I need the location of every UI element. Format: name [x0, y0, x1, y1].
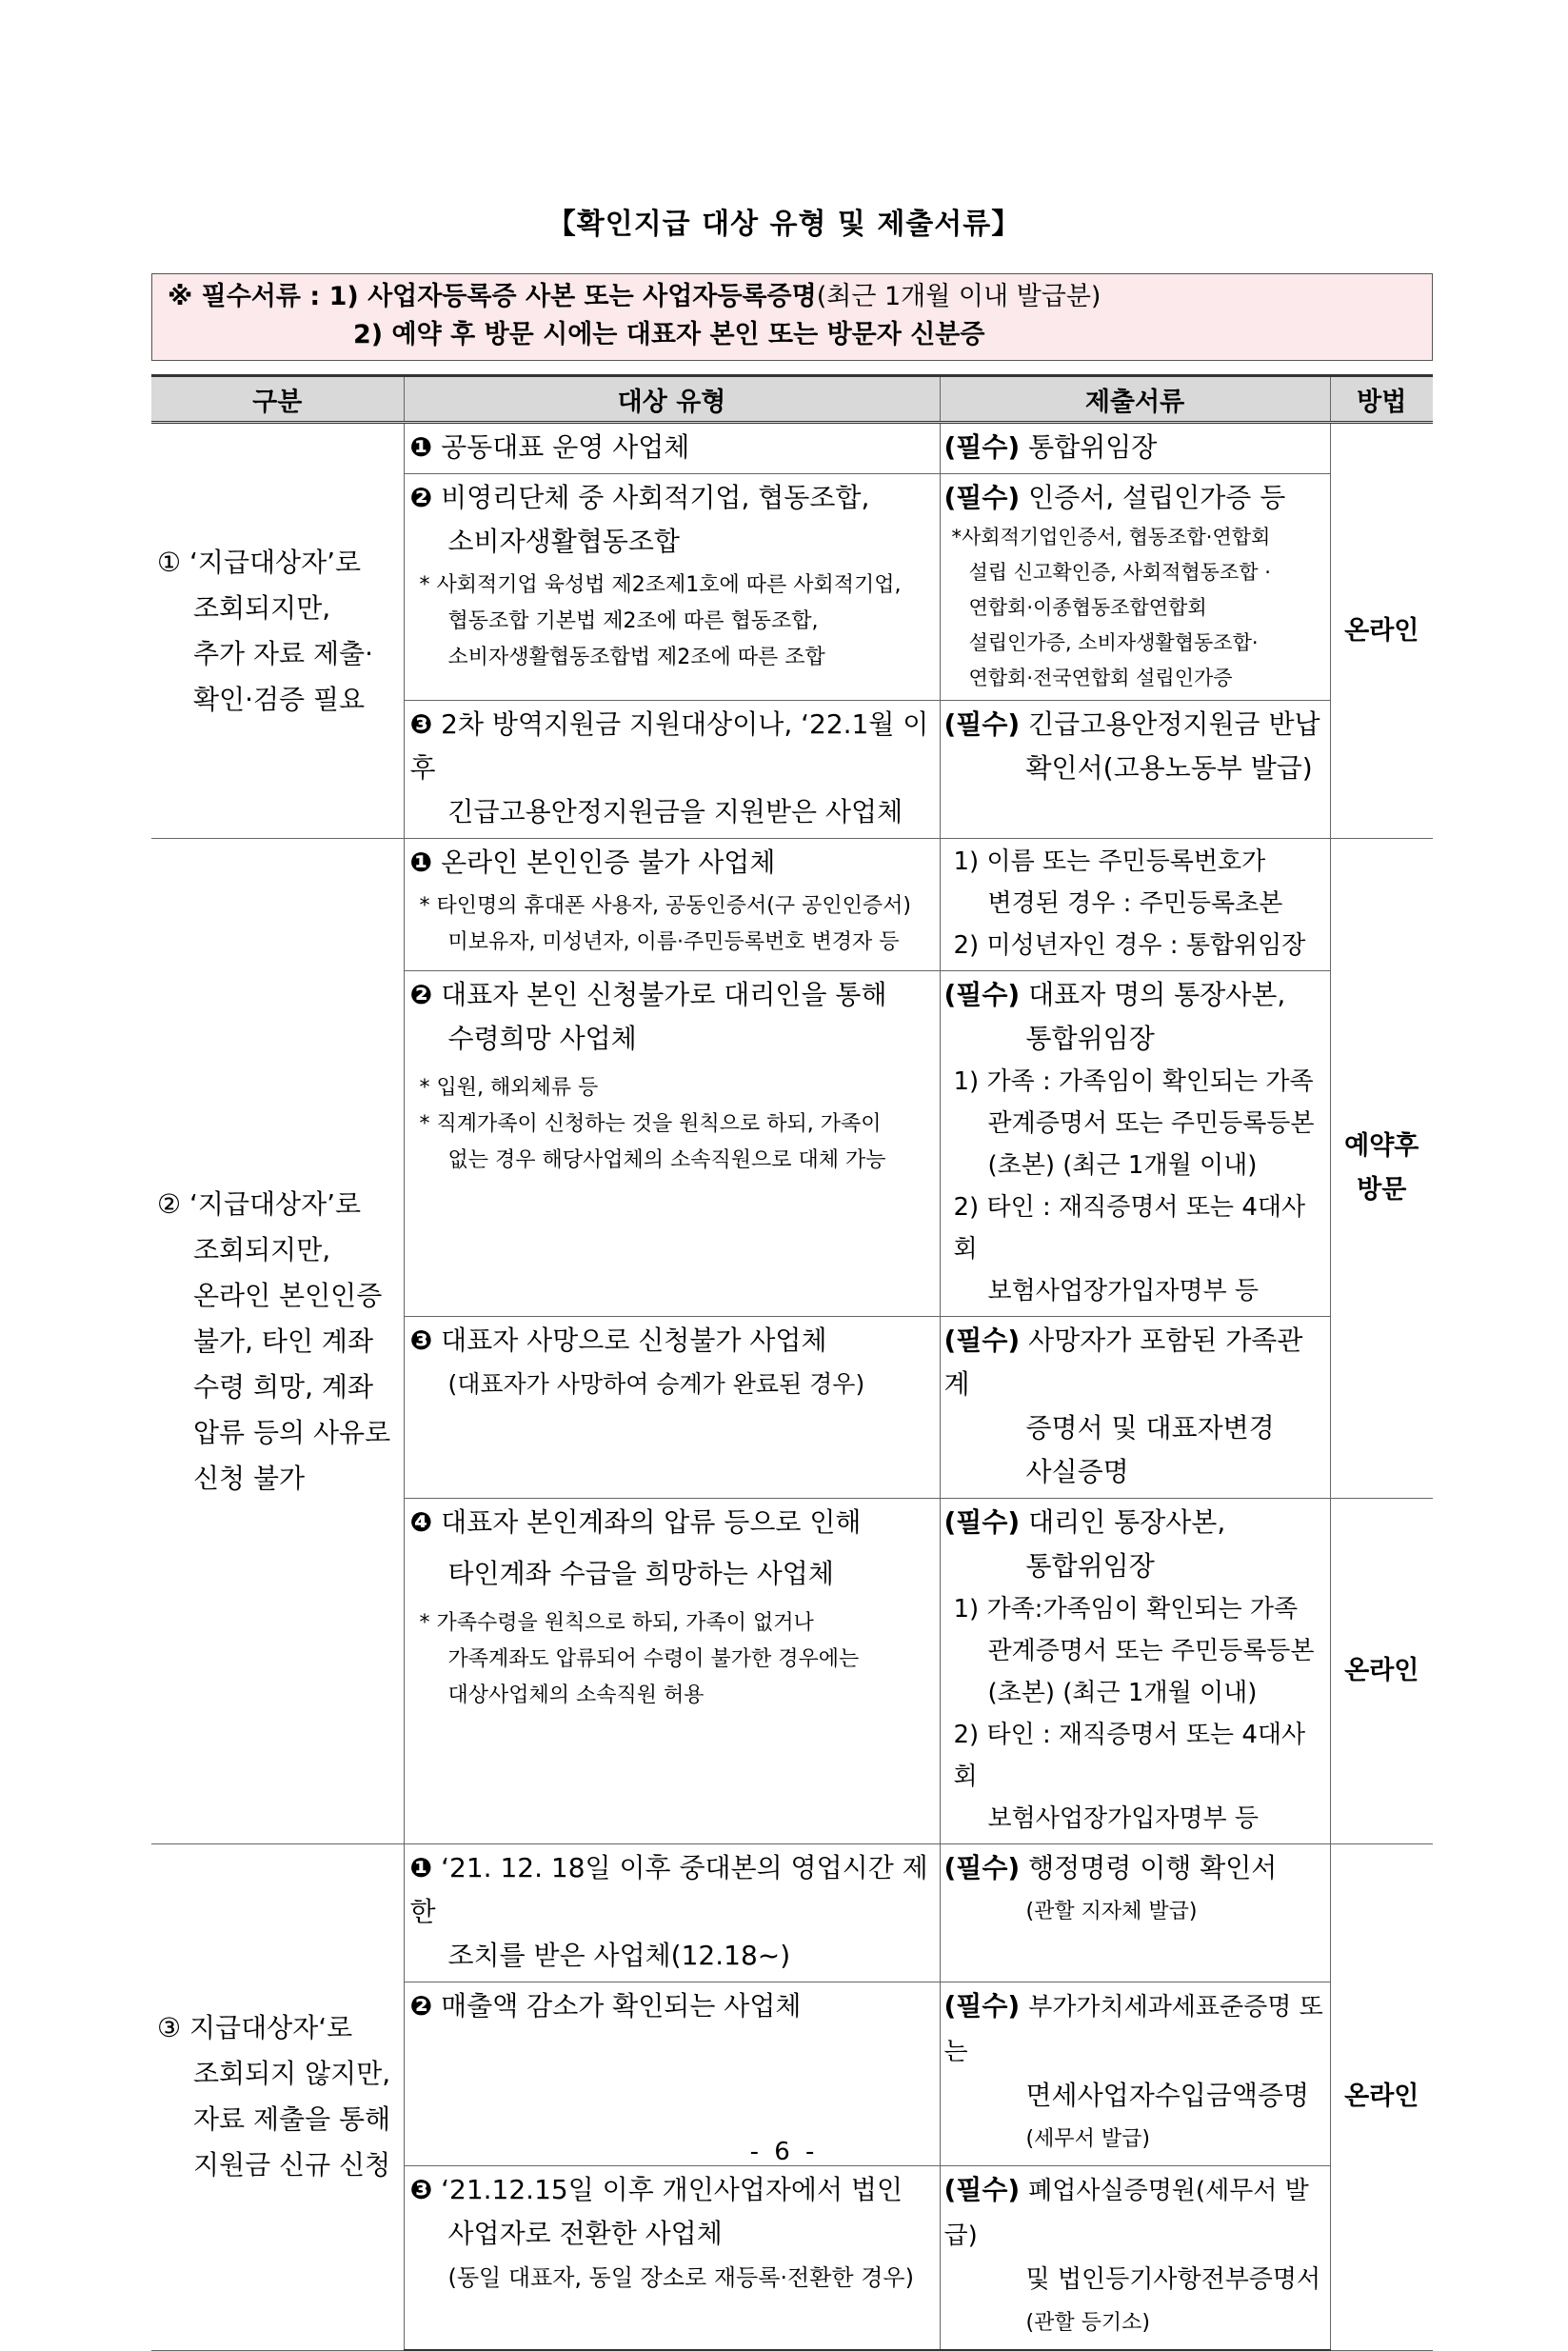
doc-list-item: 2) 타인 : 재직증명서 또는 4대사회 [953, 1193, 1306, 1264]
type-text: 대표자 본인계좌의 압류 등으로 인해 [441, 1506, 862, 1538]
required-tag: (필수) [943, 1990, 1021, 2022]
doc-text: 폐업사실증명원(세무서 발급) [943, 2177, 1309, 2250]
type-cell [404, 1844, 940, 1982]
note-text: 대상사업체의 소속직원 허용 [447, 1684, 705, 1707]
doc-list-item: 관계증명서 또는 주민등록등본 [987, 1109, 1315, 1138]
doc-list-item: 관계증명서 또는 주민등록등본 [987, 1637, 1315, 1665]
doc-text: 통합위임장 [1025, 1023, 1155, 1054]
category-line: 자료 제출을 통해 [193, 2103, 391, 2136]
doc-text: 확인서(고용노동부 발급) [1025, 752, 1313, 784]
required-tag: (필수) [943, 482, 1021, 513]
doc-list-item: (초본) (최근 1개월 이내) [987, 1679, 1258, 1707]
item-number: ❷ [409, 1990, 433, 2022]
documents-cell [940, 423, 1330, 474]
type-text: ‘21. 12. 18일 이후 중대본의 영업시간 제한 [409, 1852, 928, 1927]
item-number: ❷ [409, 482, 433, 513]
notice-line2-prefix: 2) 예약 후 방문 시에는 [353, 320, 626, 349]
eligibility-table [151, 374, 1433, 2351]
doc-note: *사회적기업인증서, 협동조합·연합회 [951, 526, 1271, 548]
documents-cell [940, 2166, 1330, 2351]
doc-text: 면세사업자수입금액증명 [1025, 2080, 1310, 2111]
doc-text: 긴급고용안정지원금 반납 [1028, 708, 1320, 740]
table-row [151, 839, 1433, 971]
note-text: 소비자생활협동조합법 제2조에 따른 조합 [447, 646, 825, 669]
note-text: * 직계가족이 신청하는 것을 원칙으로 하되, 가족이 [419, 1112, 882, 1136]
item-number: ❶ [409, 847, 433, 878]
type-cell [404, 1317, 940, 1499]
note-text: 가족계좌도 압류되어 수령이 불가한 경우에는 [447, 1647, 860, 1671]
note-text: 미보유자, 미성년자, 이름·주민등록번호 변경자 등 [447, 930, 900, 954]
category-line: ③ 지급대상자‘로 [157, 2012, 353, 2044]
method-cell: 온라인 [1330, 423, 1433, 839]
required-tag: (필수) [943, 2174, 1021, 2205]
header-method: 방법 [1330, 376, 1433, 423]
type-text: 온라인 본인인증 불가 사업체 [441, 847, 776, 878]
doc-list-item: 보험사업장가입자명부 등 [987, 1277, 1260, 1305]
type-text: ‘21.12.15일 이후 개인사업자에서 법인 [441, 2174, 903, 2205]
doc-list-item: 보험사업장가입자명부 등 [987, 1804, 1260, 1833]
header-category: 구분 [151, 376, 404, 423]
category-line: 추가 자료 제출· [193, 637, 373, 669]
note-text: 협동조합 기본법 제2조에 따른 협동조합, [447, 609, 819, 633]
item-number: ❸ [409, 1325, 433, 1356]
item-number: ❹ [409, 1506, 433, 1538]
documents-cell [940, 474, 1330, 701]
type-text: 대표자 본인 신청불가로 대리인을 통해 [441, 979, 887, 1010]
category-line: 조회되지 않지만, [193, 2058, 391, 2090]
note-text: * 가족수령을 원칙으로 하되, 가족이 없거나 [419, 1611, 814, 1635]
required-tag: (필수) [943, 431, 1021, 463]
note-text: * 타인명의 휴대폰 사용자, 공동인증서(구 공인인증서) [419, 894, 911, 918]
item-number: ❸ [409, 708, 433, 740]
required-tag: (필수) [943, 979, 1021, 1010]
category-line: 조회되지만, [193, 1233, 331, 1265]
doc-text: 대리인 통장사본, [1028, 1506, 1226, 1538]
category-line: 지원금 신규 신청 [193, 2149, 391, 2182]
type-cell [404, 423, 940, 474]
item-number: ❶ [409, 1852, 433, 1883]
notice-line1-suffix: (최근 1개월 이내 발급분) [816, 282, 1102, 311]
category-line: 조회되지만, [193, 591, 331, 624]
doc-text: 통합위임장 [1025, 1550, 1155, 1582]
documents-cell [940, 839, 1330, 971]
type-text: 대표자 사망으로 신청불가 사업체 [441, 1325, 827, 1356]
type-text: 사업자로 전환한 사업체 [447, 2218, 723, 2249]
type-cell [404, 474, 940, 701]
type-text: 비영리단체 중 사회적기업, 협동조합, [441, 482, 870, 513]
doc-list-item: 1) 이름 또는 주민등록번호가 [953, 847, 1266, 876]
doc-text: 사망자가 포함된 가족관계 [943, 1325, 1303, 1400]
type-text: 조치를 받은 사업체(12.18~) [447, 1940, 791, 1971]
doc-issuer: (관할 지자체 발급) [1025, 1900, 1198, 1923]
doc-note: 설립 신고확인증, 사회적협동조합 · [968, 561, 1271, 584]
type-text: 타인계좌 수급을 희망하는 사업체 [447, 1558, 834, 1589]
required-tag: (필수) [943, 1325, 1021, 1356]
documents-cell [940, 1844, 1330, 1982]
method-cell: 온라인 [1330, 1844, 1433, 2351]
type-text: (동일 대표자, 동일 장소로 재등록·전환한 경우) [447, 2264, 914, 2291]
notice-line1-bold: ※ 필수서류 : 1) 사업자등록증 사본 또는 사업자등록증명 [168, 282, 817, 311]
item-number: ❷ [409, 979, 433, 1010]
method-cell: 온라인 [1330, 1499, 1433, 1844]
type-cell [404, 839, 940, 971]
page-number: - 6 - [749, 2138, 819, 2166]
note-text: 없는 경우 해당사업체의 소속직원으로 대체 가능 [447, 1148, 886, 1172]
type-text: 매출액 감소가 확인되는 사업체 [441, 1990, 802, 2022]
category-line: ① ‘지급대상자’로 [157, 546, 362, 578]
doc-list-item: 2) 타인 : 재직증명서 또는 4대사회 [953, 1721, 1306, 1791]
category-line: ② ‘지급대상자’로 [157, 1187, 362, 1220]
notice-line2-bold: 대표자 본인 또는 방문자 신분증 [625, 320, 985, 349]
doc-text: 대표자 명의 통장사본, [1028, 979, 1286, 1010]
documents-cell [940, 971, 1330, 1317]
category-line: 불가, 타인 계좌 [193, 1325, 373, 1357]
doc-note: 연합회·전국연합회 설립인가증 [968, 667, 1233, 689]
doc-note: 연합회·이종협동조합연합회 [968, 596, 1207, 619]
category-line: 압류 등의 사유로 [193, 1416, 391, 1448]
doc-text: 사실증명 [1025, 1456, 1129, 1487]
type-cell [404, 971, 940, 1317]
doc-text: 및 법인등기사항전부증명서 [1025, 2265, 1321, 2294]
doc-list-item: 1) 가족 : 가족임이 확인되는 가족 [953, 1067, 1314, 1096]
documents-cell [940, 1317, 1330, 1499]
required-tag: (필수) [943, 1852, 1021, 1883]
doc-issuer: (관할 등기소) [1025, 2311, 1150, 2335]
doc-list-item: 1) 가족:가족임이 확인되는 가족 [953, 1595, 1299, 1624]
doc-text: 인증서, 설립인가증 등 [1028, 482, 1286, 513]
doc-text: 통합위임장 [1028, 431, 1158, 463]
category-line: 수령 희망, 계좌 [193, 1370, 373, 1403]
type-text: 긴급고용안정지원금을 지원받은 사업체 [447, 796, 903, 827]
category-cell [151, 839, 404, 1844]
table-row [151, 1844, 1433, 1982]
header-type: 대상 유형 [404, 376, 940, 423]
type-text: 2차 방역지원금 지원대상이나, ‘22.1월 이후 [409, 708, 929, 784]
type-text: 공동대표 운영 사업체 [441, 431, 690, 463]
category-line: 확인·검증 필요 [193, 683, 366, 715]
table-row [151, 423, 1433, 474]
documents-cell [940, 1499, 1330, 1844]
type-cell [404, 1499, 940, 1844]
doc-text: 부가가치세과세표준증명 또는 [943, 1993, 1323, 2066]
type-text: 소비자생활협동조합 [447, 526, 680, 557]
note-text: * 입원, 해외체류 등 [419, 1076, 599, 1100]
required-tag: (필수) [943, 708, 1021, 740]
doc-list-item: 변경된 경우 : 주민등록초본 [987, 889, 1283, 918]
required-documents-notice [151, 273, 1433, 361]
doc-note: 설립인가증, 소비자생활협동조합· [968, 631, 1259, 654]
header-documents: 제출서류 [940, 376, 1330, 423]
doc-list-item: 2) 미성년자인 경우 : 통합위임장 [953, 931, 1306, 960]
category-cell [151, 1844, 404, 2351]
table-header-row [151, 376, 1433, 423]
type-cell [404, 2166, 940, 2351]
category-line: 온라인 본인인증 [193, 1279, 383, 1311]
doc-list-item: (초본) (최근 1개월 이내) [987, 1151, 1258, 1180]
item-number: ❸ [409, 2174, 433, 2205]
documents-cell [940, 701, 1330, 839]
note-text: * 사회적기업 육성법 제2조제1호에 따른 사회적기업, [419, 573, 902, 597]
category-cell [151, 423, 404, 839]
required-tag: (필수) [943, 1506, 1021, 1538]
type-text: (대표자가 사망하여 승계가 완료된 경우) [447, 1370, 865, 1398]
doc-text: 행정명령 이행 확인서 [1028, 1852, 1278, 1883]
doc-text: 증명서 및 대표자변경 [1025, 1412, 1275, 1444]
doc-issuer: (세무서 발급) [1025, 2127, 1150, 2151]
category-line: 신청 불가 [193, 1462, 306, 1494]
type-cell [404, 701, 940, 839]
type-text: 수령희망 사업체 [447, 1023, 637, 1054]
item-number: ❶ [409, 431, 433, 463]
page-title: 【확인지급 대상 유형 및 제출서류】 [546, 208, 1022, 241]
method-cell: 예약후 방문 [1330, 839, 1433, 1499]
